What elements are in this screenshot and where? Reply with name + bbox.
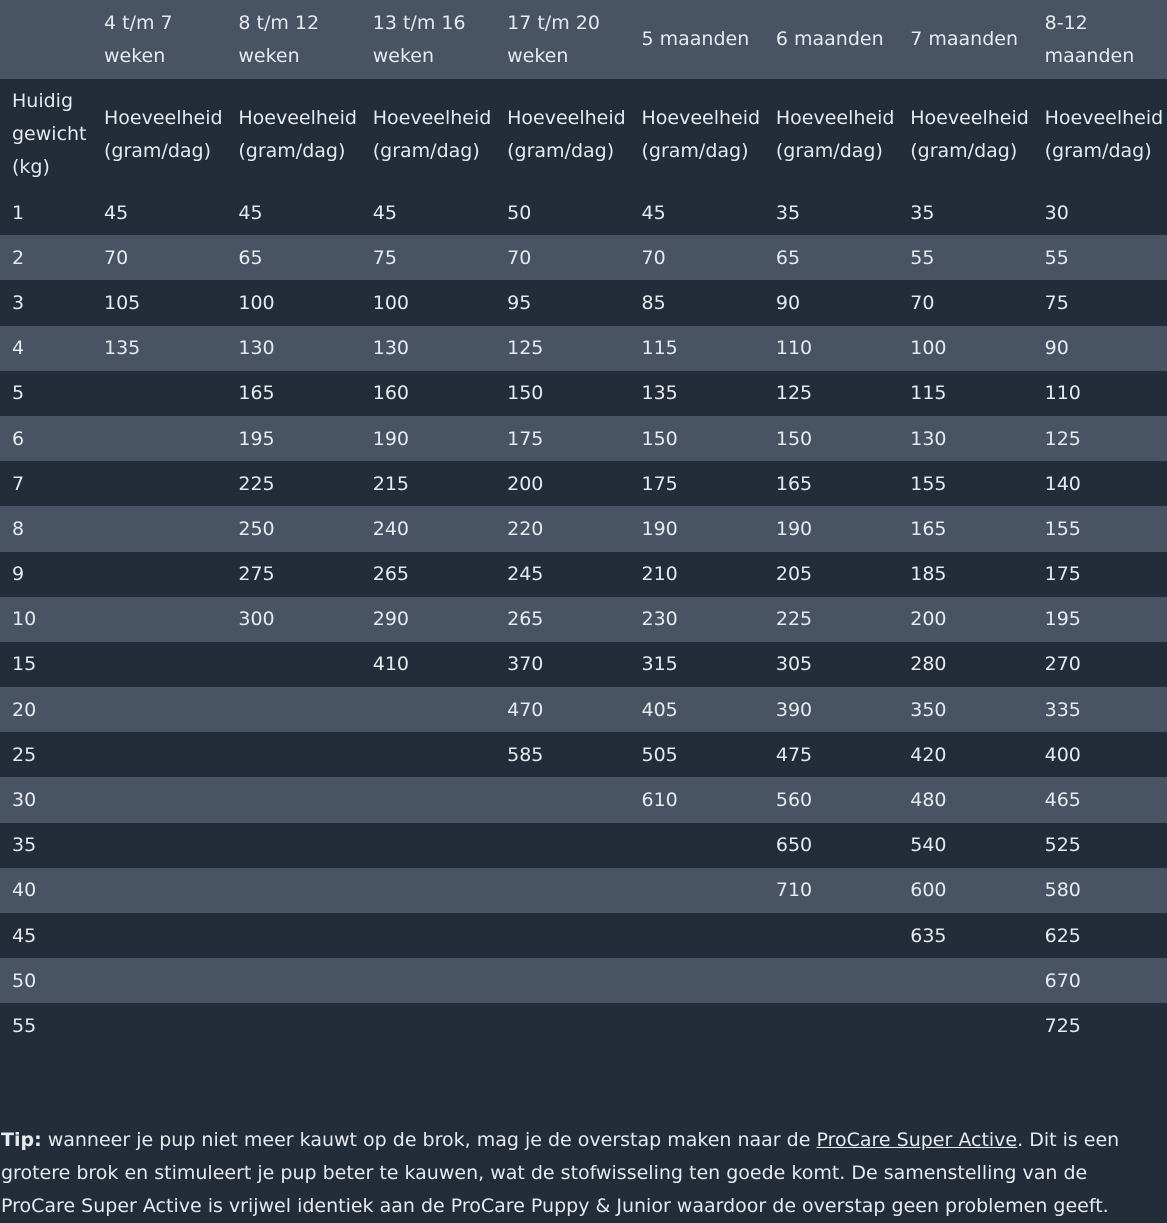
amount-cell: 75 bbox=[372, 246, 397, 269]
weight-cell: 25 bbox=[12, 743, 37, 766]
amount-cell: 635 bbox=[910, 924, 947, 947]
amount-cell: 200 bbox=[507, 472, 544, 495]
amount-cell: 150 bbox=[641, 427, 678, 450]
table-row bbox=[0, 371, 1167, 416]
amount-cell bbox=[92, 687, 226, 732]
amount-cell: 215 bbox=[372, 472, 410, 495]
amount-cell: 85 bbox=[641, 291, 666, 314]
amount-cell bbox=[361, 913, 495, 958]
amount-cell: 45 bbox=[238, 201, 263, 224]
amount-cell bbox=[495, 958, 629, 1003]
amount-cell: 625 bbox=[1044, 924, 1081, 947]
amount-cell: 205 bbox=[775, 563, 813, 586]
amount-cell: 165 bbox=[910, 517, 947, 540]
amount-cell: 100 bbox=[238, 291, 275, 314]
weight-cell: 35 bbox=[12, 834, 37, 857]
amount-cell: 560 bbox=[775, 789, 813, 812]
amount-cell bbox=[495, 913, 629, 958]
amount-cell bbox=[226, 823, 360, 868]
amount-cell: 195 bbox=[238, 427, 275, 450]
amount-cell bbox=[361, 958, 495, 1003]
amount-cell bbox=[226, 1003, 360, 1048]
amount-cell bbox=[361, 823, 495, 868]
amount-cell: 480 bbox=[910, 789, 947, 812]
amount-cell bbox=[630, 913, 764, 958]
weight-cell: 7 bbox=[12, 472, 25, 495]
amount-cell: 65 bbox=[238, 246, 263, 269]
table-row bbox=[0, 235, 1167, 280]
table-row bbox=[0, 777, 1167, 822]
amount-cell: 580 bbox=[1044, 879, 1081, 902]
amount-cell: 150 bbox=[507, 382, 544, 405]
amount-header: Hoeveelheid (gram/dag) bbox=[775, 106, 895, 162]
amount-cell bbox=[92, 642, 226, 687]
amount-cell: 175 bbox=[507, 427, 544, 450]
amount-cell: 105 bbox=[104, 291, 141, 314]
amount-cell: 270 bbox=[1044, 653, 1081, 676]
amount-cell: 335 bbox=[1044, 698, 1081, 721]
tip-label: Tip: bbox=[1, 1129, 42, 1151]
table-row bbox=[0, 958, 1167, 1003]
table-row bbox=[0, 687, 1167, 732]
weight-cell: 2 bbox=[12, 246, 25, 269]
amount-cell: 125 bbox=[507, 337, 544, 360]
amount-cell bbox=[92, 506, 226, 551]
age-column-header: 7 maanden bbox=[910, 28, 1019, 50]
amount-cell: 70 bbox=[507, 246, 532, 269]
weight-cell: 5 bbox=[12, 382, 25, 405]
weight-cell: 55 bbox=[12, 1014, 37, 1037]
amount-cell: 45 bbox=[641, 201, 666, 224]
amount-header: Hoeveelheid (gram/dag) bbox=[507, 106, 626, 162]
amount-cell: 110 bbox=[775, 337, 813, 360]
amount-cell: 475 bbox=[775, 743, 813, 766]
age-column-header: 13 t/m 16 weken bbox=[372, 11, 466, 67]
amount-cell bbox=[226, 732, 360, 777]
amount-header: Hoeveelheid (gram/dag) bbox=[641, 106, 761, 162]
amount-cell: 305 bbox=[775, 653, 813, 676]
weight-cell: 3 bbox=[12, 291, 25, 314]
amount-cell: 75 bbox=[1044, 291, 1069, 314]
age-header-empty bbox=[0, 0, 92, 79]
weight-cell: 30 bbox=[12, 789, 37, 812]
amount-cell: 125 bbox=[775, 382, 813, 405]
amount-cell: 70 bbox=[641, 246, 666, 269]
amount-cell: 115 bbox=[641, 337, 678, 360]
amount-cell: 110 bbox=[1044, 382, 1081, 405]
weight-cell: 10 bbox=[12, 608, 37, 631]
amount-cell bbox=[495, 823, 629, 868]
amount-cell: 420 bbox=[910, 743, 947, 766]
amount-cell: 400 bbox=[1044, 743, 1081, 766]
amount-cell: 90 bbox=[775, 291, 801, 314]
amount-cell bbox=[361, 1003, 495, 1048]
weight-cell: 15 bbox=[12, 653, 37, 676]
amount-cell: 230 bbox=[641, 608, 678, 631]
amount-cell: 710 bbox=[775, 879, 813, 902]
amount-cell: 160 bbox=[372, 382, 410, 405]
amount-cell: 410 bbox=[372, 653, 410, 676]
amount-cell: 35 bbox=[910, 201, 935, 224]
table-row bbox=[0, 642, 1167, 687]
amount-cell: 315 bbox=[641, 653, 678, 676]
amount-cell: 190 bbox=[641, 517, 678, 540]
table-row bbox=[0, 913, 1167, 958]
amount-cell: 175 bbox=[1044, 563, 1081, 586]
table-row bbox=[0, 597, 1167, 642]
amount-cell: 670 bbox=[1044, 969, 1081, 992]
amount-cell: 115 bbox=[910, 382, 947, 405]
amount-header: Hoeveelheid (gram/dag) bbox=[910, 106, 1029, 162]
amount-cell: 155 bbox=[1044, 517, 1081, 540]
amount-cell: 300 bbox=[238, 608, 275, 631]
weight-cell: 4 bbox=[12, 337, 25, 360]
amount-cell: 100 bbox=[372, 291, 410, 314]
amount-cell: 220 bbox=[507, 517, 544, 540]
amount-cell bbox=[92, 416, 226, 461]
amount-cell: 165 bbox=[238, 382, 275, 405]
amount-cell bbox=[495, 1003, 629, 1048]
amount-cell bbox=[361, 732, 495, 777]
amount-cell bbox=[630, 868, 764, 913]
amount-cell: 135 bbox=[104, 337, 141, 360]
weight-cell: 40 bbox=[12, 879, 37, 902]
amount-cell bbox=[361, 868, 495, 913]
amount-cell: 55 bbox=[910, 246, 935, 269]
tip-text-after: . Dit is een grotere brok en stimuleert je pup beter te kauwen, wat de stofwisseling ten goede komt. De samenstelling van de ProCare Super Active is vrijwel identiek aan de ProCare Puppy & Junior waardoor de overstap geen problemen geeft. bbox=[1, 1129, 1120, 1217]
amount-cell: 90 bbox=[1044, 337, 1069, 360]
amount-cell: 135 bbox=[641, 382, 678, 405]
age-header-row bbox=[0, 0, 1167, 79]
amount-cell bbox=[495, 868, 629, 913]
amount-cell: 130 bbox=[238, 337, 275, 360]
procare-super-active-link[interactable]: ProCare Super Active bbox=[816, 1129, 1018, 1151]
amount-cell bbox=[92, 958, 226, 1003]
amount-cell: 50 bbox=[507, 201, 532, 224]
amount-cell: 265 bbox=[372, 563, 410, 586]
amount-cell: 290 bbox=[372, 608, 410, 631]
amount-cell: 505 bbox=[641, 743, 678, 766]
amount-cell bbox=[92, 913, 226, 958]
amount-header: Hoeveelheid (gram/dag) bbox=[238, 106, 357, 162]
amount-cell: 125 bbox=[1044, 427, 1081, 450]
amount-cell bbox=[226, 642, 360, 687]
amount-cell: 100 bbox=[910, 337, 947, 360]
unit-header-row bbox=[0, 79, 1167, 190]
table-row bbox=[0, 868, 1167, 913]
amount-cell bbox=[92, 1003, 226, 1048]
weight-cell: 45 bbox=[12, 924, 37, 947]
amount-cell: 610 bbox=[641, 789, 678, 812]
amount-cell: 35 bbox=[775, 201, 801, 224]
amount-cell: 525 bbox=[1044, 834, 1081, 857]
amount-cell bbox=[92, 371, 226, 416]
amount-cell: 200 bbox=[910, 608, 947, 631]
amount-cell: 470 bbox=[507, 698, 544, 721]
amount-cell: 65 bbox=[775, 246, 801, 269]
amount-cell bbox=[495, 777, 629, 822]
amount-cell: 95 bbox=[507, 291, 532, 314]
amount-cell bbox=[630, 1003, 764, 1048]
table-row bbox=[0, 732, 1167, 777]
table-row bbox=[0, 823, 1167, 868]
amount-cell: 190 bbox=[775, 517, 813, 540]
weight-cell: 1 bbox=[12, 201, 25, 224]
amount-cell: 540 bbox=[910, 834, 947, 857]
amount-cell bbox=[92, 823, 226, 868]
amount-cell: 150 bbox=[775, 427, 813, 450]
amount-cell: 465 bbox=[1044, 789, 1081, 812]
amount-cell: 650 bbox=[775, 834, 813, 857]
amount-cell bbox=[226, 868, 360, 913]
weight-cell: 6 bbox=[12, 427, 25, 450]
weight-cell: 50 bbox=[12, 969, 37, 992]
amount-cell: 250 bbox=[238, 517, 275, 540]
tip-paragraph bbox=[1, 1124, 1161, 1223]
amount-cell: 275 bbox=[238, 563, 275, 586]
amount-cell bbox=[92, 777, 226, 822]
amount-cell bbox=[92, 597, 226, 642]
amount-cell: 195 bbox=[1044, 608, 1081, 631]
amount-cell bbox=[226, 958, 360, 1003]
weight-header: Huidig gewicht (kg) bbox=[12, 90, 87, 178]
amount-cell: 45 bbox=[104, 201, 129, 224]
table-row bbox=[0, 326, 1167, 371]
weight-cell: 8 bbox=[12, 517, 25, 540]
amount-cell bbox=[92, 868, 226, 913]
age-column-header: 17 t/m 20 weken bbox=[507, 11, 600, 67]
amount-cell: 245 bbox=[507, 563, 544, 586]
age-column-header: 6 maanden bbox=[775, 28, 884, 50]
amount-cell: 30 bbox=[1044, 201, 1069, 224]
amount-cell bbox=[92, 461, 226, 506]
amount-cell: 280 bbox=[910, 653, 947, 676]
weight-cell: 20 bbox=[12, 698, 37, 721]
amount-cell bbox=[92, 552, 226, 597]
amount-cell: 165 bbox=[775, 472, 813, 495]
amount-cell bbox=[764, 958, 898, 1003]
amount-cell bbox=[630, 823, 764, 868]
table-row bbox=[0, 280, 1167, 325]
amount-cell bbox=[226, 687, 360, 732]
amount-cell: 370 bbox=[507, 653, 544, 676]
amount-cell: 225 bbox=[775, 608, 813, 631]
age-column-header: 8-12 maanden bbox=[1044, 11, 1135, 67]
table-row bbox=[0, 190, 1167, 235]
amount-cell: 265 bbox=[507, 608, 544, 631]
tip-text-before: wanneer je pup niet meer kauwt op de brok, mag je de overstap maken naar de bbox=[41, 1129, 817, 1151]
amount-cell: 225 bbox=[238, 472, 275, 495]
amount-cell: 350 bbox=[910, 698, 947, 721]
amount-cell bbox=[361, 687, 495, 732]
amount-header: Hoeveelheid (gram/dag) bbox=[104, 106, 223, 162]
amount-cell: 140 bbox=[1044, 472, 1081, 495]
amount-cell: 55 bbox=[1044, 246, 1069, 269]
table-row bbox=[0, 1003, 1167, 1048]
amount-cell bbox=[92, 732, 226, 777]
amount-cell: 240 bbox=[372, 517, 410, 540]
amount-cell: 70 bbox=[910, 291, 935, 314]
table-row bbox=[0, 552, 1167, 597]
weight-cell: 9 bbox=[12, 563, 25, 586]
amount-cell: 70 bbox=[104, 246, 129, 269]
amount-cell bbox=[226, 777, 360, 822]
table-body bbox=[0, 190, 1167, 1049]
amount-cell: 155 bbox=[910, 472, 947, 495]
amount-cell: 130 bbox=[372, 337, 410, 360]
amount-cell: 725 bbox=[1044, 1014, 1081, 1037]
age-column-header: 4 t/m 7 weken bbox=[104, 11, 173, 67]
amount-cell bbox=[764, 913, 898, 958]
table-row bbox=[0, 506, 1167, 551]
amount-cell: 390 bbox=[775, 698, 813, 721]
amount-cell bbox=[226, 913, 360, 958]
amount-cell bbox=[898, 958, 1032, 1003]
amount-cell: 130 bbox=[910, 427, 947, 450]
amount-cell: 585 bbox=[507, 743, 544, 766]
table-row bbox=[0, 416, 1167, 461]
amount-cell bbox=[764, 1003, 898, 1048]
amount-cell bbox=[361, 777, 495, 822]
age-column-header: 5 maanden bbox=[641, 28, 750, 50]
amount-cell: 405 bbox=[641, 698, 678, 721]
amount-cell: 185 bbox=[910, 563, 947, 586]
amount-header: Hoeveelheid (gram/dag) bbox=[372, 106, 492, 162]
amount-cell bbox=[898, 1003, 1032, 1048]
amount-cell: 175 bbox=[641, 472, 678, 495]
amount-cell: 190 bbox=[372, 427, 410, 450]
amount-cell bbox=[630, 958, 764, 1003]
age-column-header: 8 t/m 12 weken bbox=[238, 11, 320, 67]
amount-header: Hoeveelheid (gram/dag) bbox=[1044, 106, 1164, 162]
amount-cell: 600 bbox=[910, 879, 947, 902]
table-row bbox=[0, 461, 1167, 506]
amount-cell: 210 bbox=[641, 563, 678, 586]
amount-cell: 45 bbox=[372, 201, 397, 224]
